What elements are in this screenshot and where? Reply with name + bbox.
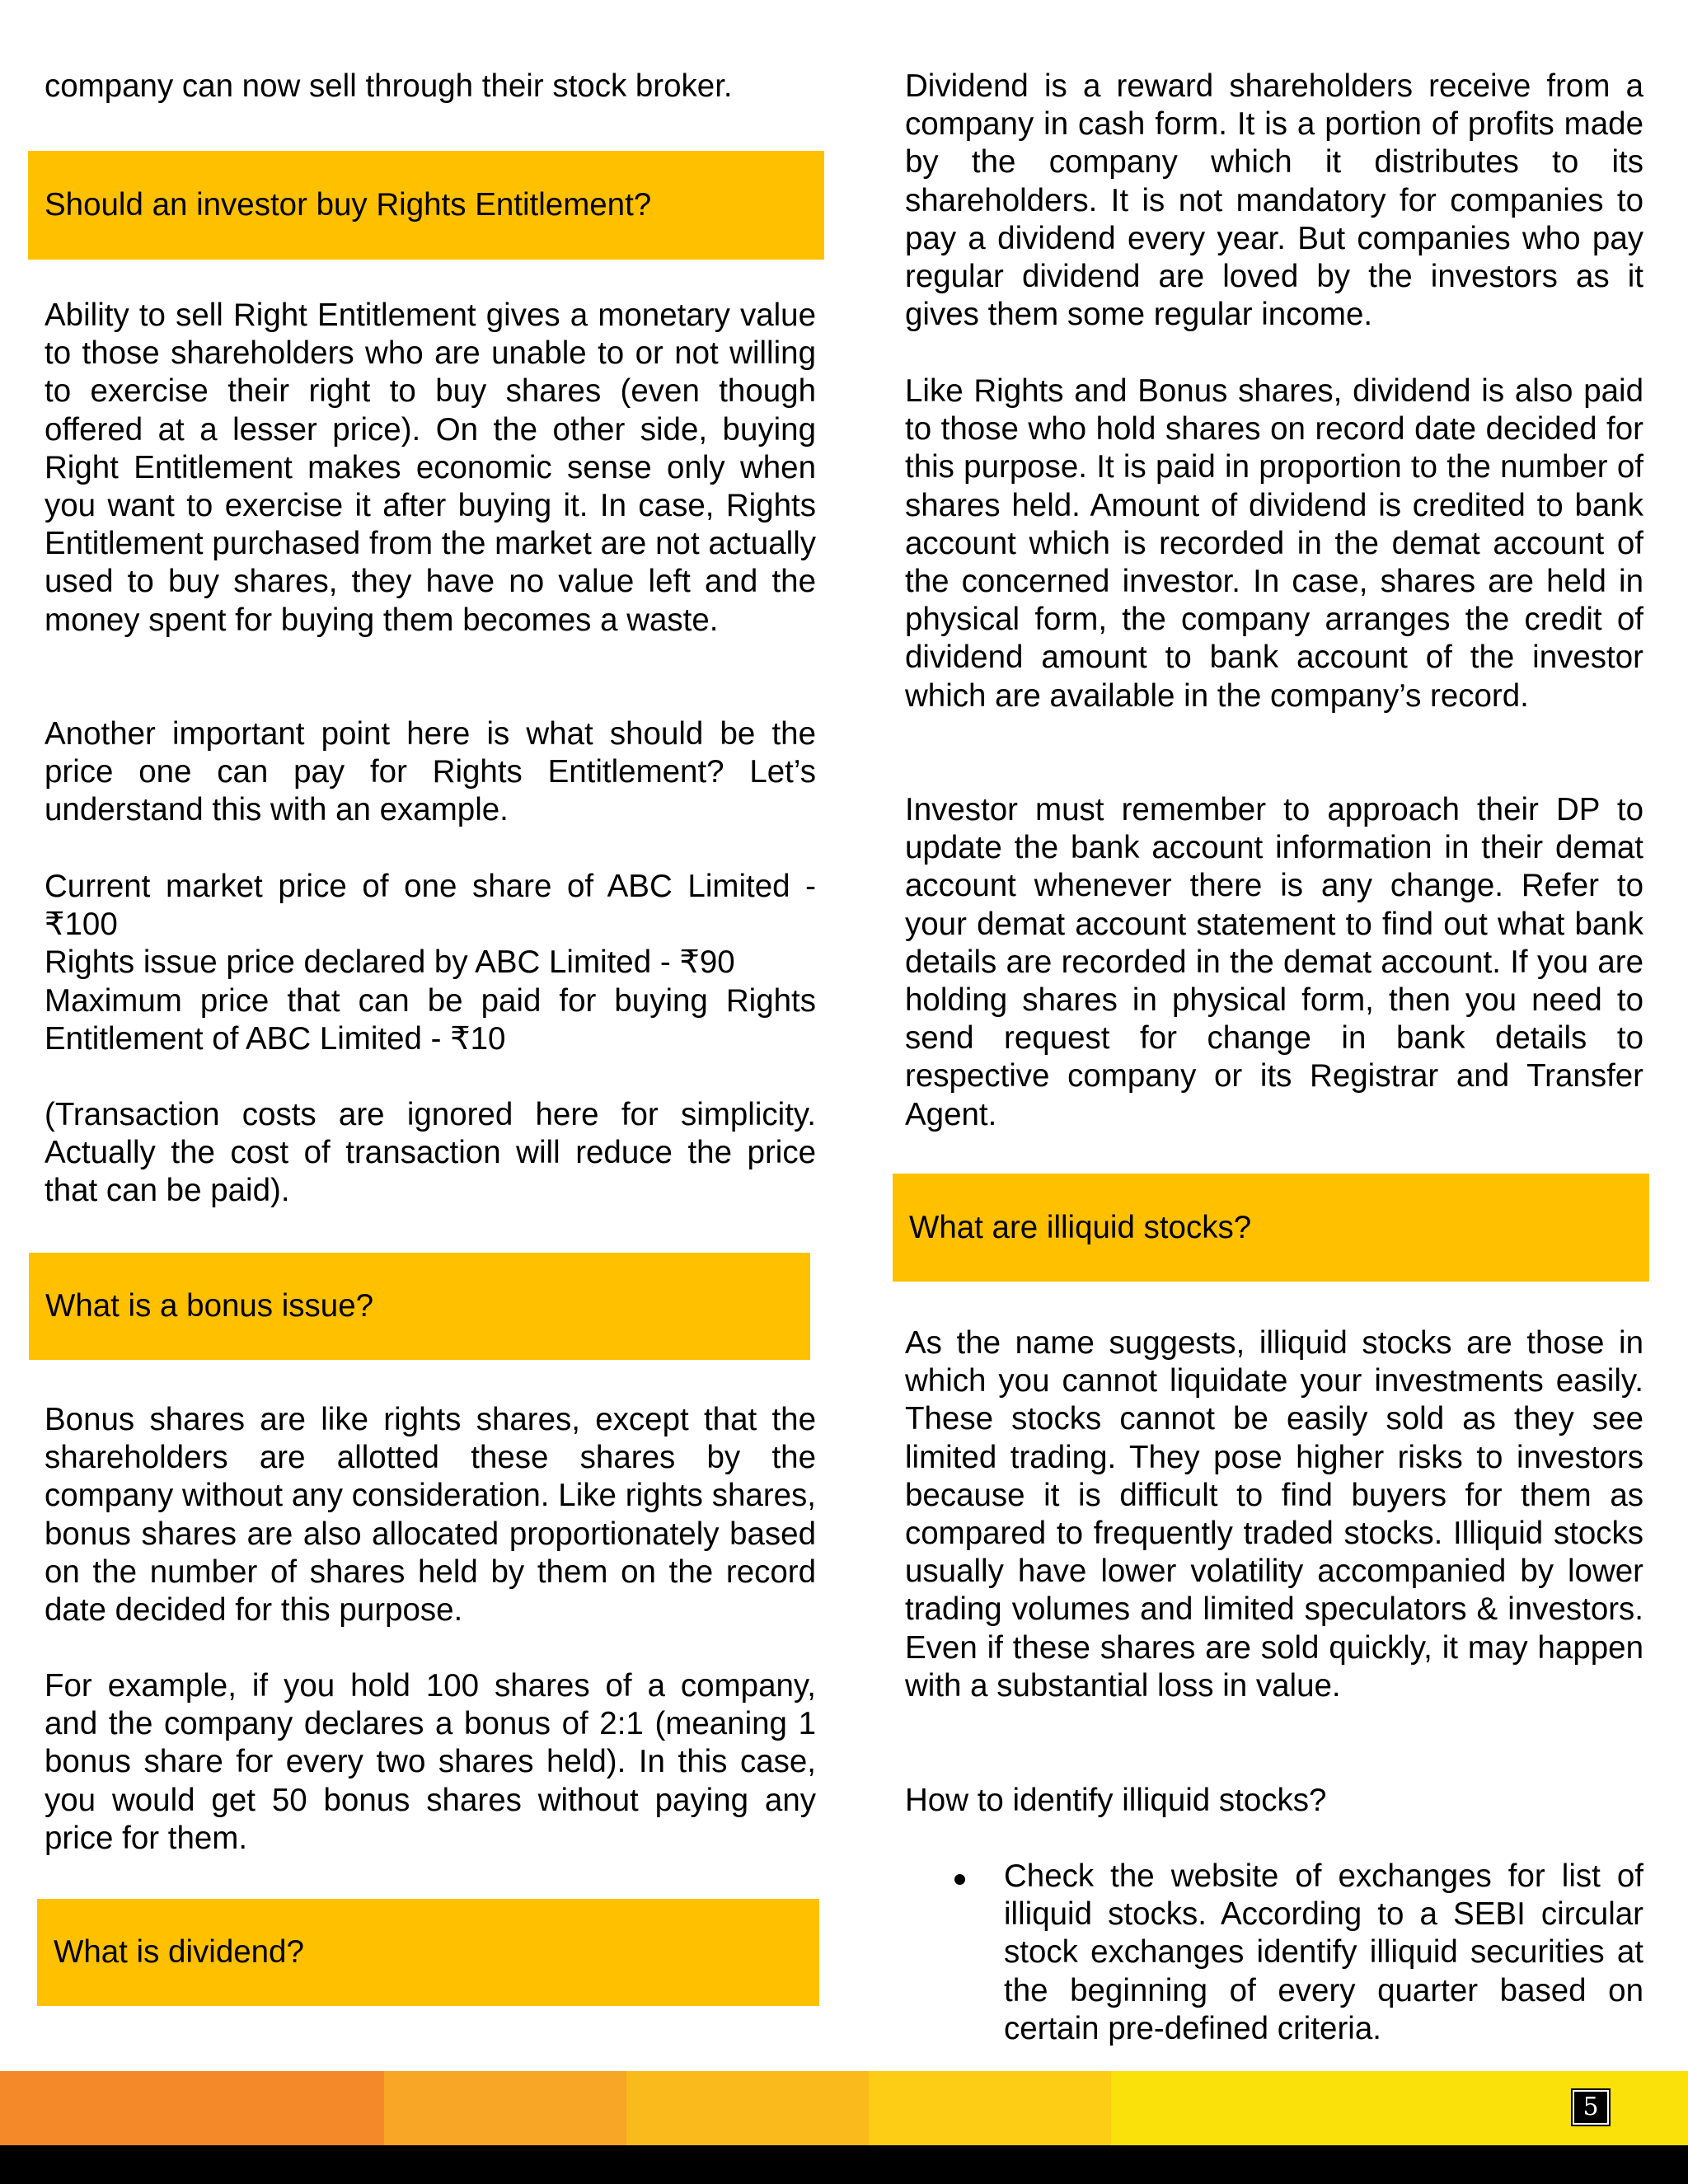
paragraph-illiquid-stocks: As the name suggests, illiquid stocks are those in which you cannot liquidate your investments easily. These stocks cannot be easily sold as they see limited trading. They pose higher risks to investors because it is difficult to find buyers for them as compared to frequently traded stocks. Illiquid stocks usually have lower volatility accompanied by lower trading volumes and limited speculators & investors. Even if these shares are sold quickly, it may happen with a substantial loss in value.	[905, 1325, 1643, 1704]
heading-dividend	[37, 1899, 819, 2006]
paragraph-dividend-definition: Dividend is a reward shareholders receive from a company in cash form. It is a portion of profits made by the company which it distributes to its shareholders. It is not mandatory for companies to pay a dividend every year. But companies who pay regular dividend are loved by the investors as it gives them some regular income.	[905, 68, 1643, 333]
bullet-text: Check the website of exchanges for list of illiquid stocks. According to a SEBI circular stock exchanges identify illiquid securities at the beginning of every quarter based on certain pre-defined criteria.	[1004, 1858, 1643, 2046]
footer-segment	[869, 2071, 1111, 2145]
paragraph-update-bank-details: Investor must remember to approach their DP to update the bank account information in their demat account whenever there is any change. Refer to your demat account statement to find out what bank details are recorded in the demat account. If you are holding shares in physical form, then you need to send request for change in bank details to respective company or its Registrar and Transfer Agent.	[905, 792, 1643, 1132]
example-line-issue-price: Rights issue price declared by ABC Limited - ₹90	[45, 944, 735, 981]
paragraph-transaction-costs: (Transaction costs are ignored here for simplicity. Actually the cost of transaction will reduce the price that can be paid).	[45, 1097, 816, 1209]
heading-buy-rights-entitlement	[28, 151, 824, 260]
heading-text: What are illiquid stocks?	[909, 1209, 1252, 1245]
heading-illiquid-stocks	[893, 1174, 1649, 1282]
paragraph-bonus-example: For example, if you hold 100 shares of a company, and the company declares a bonus of 2:1 (meaning 1 bonus share for every two shares held). In this case, you would get 50 bonus shares without paying any price for them.	[45, 1668, 816, 1856]
paragraph-price-question: Another important point here is what should be the price one can pay for Rights Entitlement? Let’s understand this with an example.	[45, 716, 816, 828]
footer-segment	[384, 2071, 626, 2145]
heading-text: Should an investor buy Rights Entitlement?	[45, 187, 652, 223]
heading-text: What is a bonus issue?	[45, 1288, 374, 1324]
example-block	[45, 868, 816, 1058]
bullet-item	[905, 1858, 1643, 2048]
paragraph-rights-entitlement: Ability to sell Right Entitlement gives a monetary value to those shareholders who are unable to or not willing to exercise their right to buy shares (even though offered at a lesser price). On the other side, buying Right Entitlement makes economic sense only when you want to exercise it after buying it. In case, Rights Entitlement purchased from the market are not actually used to buy shares, they have no value left and the money spent for buying them becomes a waste.	[45, 298, 816, 638]
footer-segment	[0, 2071, 384, 2145]
bullet-dot-icon	[954, 1874, 965, 1885]
paragraph-continued: company can now sell through their stock broker.	[45, 68, 733, 104]
bullet-list	[905, 1858, 1643, 2048]
page-number: 5	[1573, 2090, 1609, 2125]
paragraph-dividend-record-date: Like Rights and Bonus shares, dividend is also paid to those who hold shares on record date decided for this purpose. It is paid in proportion to the number of shares held. Amount of dividend is credited to bank account which is recorded in the demat account of the concerned investor. In case, shares are held in physical form, the company arranges the credit of dividend amount to bank account of the investor which are available in the company’s record.	[905, 373, 1643, 714]
subheading-identify-illiquid: How to identify illiquid stocks?	[905, 1783, 1327, 1818]
heading-text: What is dividend?	[54, 1934, 304, 1970]
example-line-market-price: Current market price of one share of ABC Limited - ₹100	[45, 869, 816, 943]
heading-bonus-issue	[29, 1253, 810, 1360]
footer-color-bar	[0, 2071, 1688, 2145]
paragraph-bonus-shares: Bonus shares are like rights shares, except that the shareholders are allotted these shares by the company without any consideration. Like rights shares, bonus shares are also allocated proportionately based on the number of shares held by them on the record date decided for this purpose.	[45, 1402, 816, 1629]
footer-black-band	[0, 2145, 1688, 2184]
footer-segment	[626, 2071, 869, 2145]
example-line-max-price: Maximum price that can be paid for buying Rights Entitlement of ABC Limited - ₹10	[45, 982, 816, 1057]
